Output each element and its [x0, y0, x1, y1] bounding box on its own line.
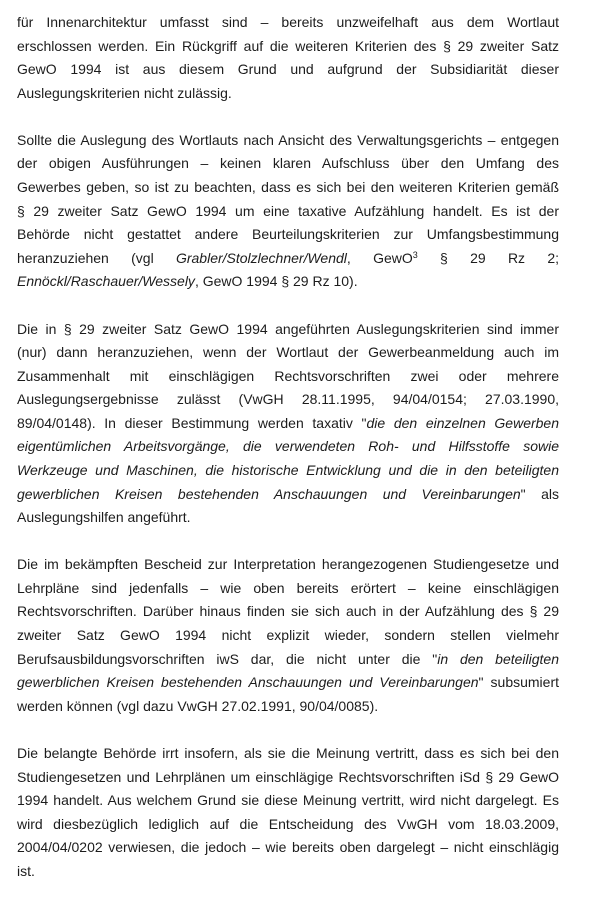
text-segment: Die im bekämpften Bescheid zur Interpretation herangezogenen Studiengesetze und [17, 556, 559, 573]
text-line [17, 247, 559, 271]
text-line [17, 600, 559, 624]
text-line [17, 766, 559, 790]
text-line [17, 695, 559, 719]
text-line [17, 318, 559, 342]
text-line [17, 412, 559, 436]
text-segment: 89/04/0148). In dieser Bestimmung werden taxativ " [17, 414, 367, 431]
italic-text: die den einzelnen Gewerben [366, 414, 560, 431]
text-segment: , GewO 1994 § 29 Rz 10). [194, 273, 358, 290]
text-segment: zweiter Satz GewO 1994 nicht explizit wieder, sondern stellen vielmehr [17, 627, 559, 644]
text-segment: heranzuziehen (vgl [17, 249, 176, 266]
text-line [17, 648, 559, 672]
italic-text: gewerblichen Kreisen bestehenden Anschauungen und Vereinbarungen [17, 674, 479, 691]
paragraph [17, 11, 559, 105]
text-line [17, 152, 559, 176]
text-line [17, 624, 559, 648]
text-line [17, 742, 559, 766]
superscript: 3 [412, 249, 418, 260]
text-segment: GewO 1994 ist aus diesem Grund und aufgrund der Subsidiarität dieser [17, 61, 559, 78]
text-line [17, 270, 559, 294]
text-segment: Rechtsvorschriften. Darüber hinaus finden sie sich auch in der Aufzählung des § 29 [17, 603, 559, 620]
italic-text: in den beteiligten [437, 650, 559, 667]
text-segment: werden können (vgl dazu VwGH 27.02.1991, 90/04/0085). [17, 697, 379, 714]
text-segment: (nur) dann heranzuziehen, wenn der Wortlaut der Gewerbeanmeldung auch im [17, 344, 559, 361]
text-line [17, 129, 559, 153]
text-segment: 2004/04/0202 verwiesen, die jedoch – wie bereits oben dargelegt – nicht einschlägig [17, 839, 559, 856]
text-line [17, 789, 559, 813]
text-segment: Lehrpläne sind jedenfalls – wie oben bereits erörtert – keine einschlägigen [17, 579, 559, 596]
text-segment: ist. [17, 862, 35, 879]
text-line [17, 35, 559, 59]
text-line [17, 553, 559, 577]
text-line [17, 82, 559, 106]
text-line [17, 459, 559, 483]
text-line [17, 813, 559, 837]
text-segment: Behörde nicht gestattet andere Beurteilungskriterien zur Umfangsbestimmung [17, 226, 559, 243]
text-line [17, 836, 559, 860]
text-line [17, 365, 559, 389]
text-line [17, 671, 559, 695]
text-segment: Studiengesetzen und Lehrplänen um einschlägige Rechtsvorschriften iSd § 29 GewO [17, 768, 559, 785]
text-segment: " subsumiert [478, 674, 559, 691]
text-line [17, 58, 559, 82]
italic-text: Ennöckl/Raschauer/Wessely [17, 273, 195, 290]
text-segment: Berufsausbildungsvorschriften iwS dar, die nicht unter die " [17, 650, 438, 667]
paragraph [17, 318, 559, 530]
text-segment: Auslegungshilfen angeführt. [17, 509, 191, 526]
paragraph [17, 742, 559, 883]
document-page [17, 11, 559, 907]
text-line [17, 483, 559, 507]
text-line [17, 577, 559, 601]
text-segment: Gewerbes geben, so ist zu beachten, dass es sich bei den weiteren Kriterien gemäß [17, 179, 559, 196]
text-segment: , GewO [346, 249, 413, 266]
text-line [17, 223, 559, 247]
text-segment: § 29 Rz 2; [417, 249, 560, 266]
italic-text: Werkzeuge und Maschinen, die historische Entwicklung und die in den beteiligten [17, 461, 559, 478]
text-segment: 1994 handelt. Aus welchem Grund sie diese Meinung vertritt, wird nicht dargelegt. Es [17, 792, 559, 809]
text-segment: der obigen Ausführungen – keinen klaren Aufschluss über den Umfang des [17, 155, 559, 172]
paragraph [17, 129, 559, 294]
text-segment: für Innenarchitektur umfasst sind – bereits unzweifelhaft aus dem Wortlaut [17, 14, 559, 30]
text-segment: Auslegungsergebnisse zulässt (VwGH 28.11.1995, 94/04/0154; 27.03.1990, [17, 391, 559, 408]
text-segment: Die in § 29 zweiter Satz GewO 1994 angeführten Auslegungskriterien sind immer [17, 320, 559, 337]
text-line [17, 388, 559, 412]
text-line [17, 200, 559, 224]
text-line [17, 860, 559, 884]
text-segment: Die belangte Behörde irrt insofern, als sie die Meinung vertritt, dass es sich bei den [17, 744, 559, 761]
italic-text: gewerblichen Kreisen bestehenden Anschauungen und Vereinbarungen [17, 485, 521, 502]
text-segment: Auslegungskriterien nicht zulässig. [17, 84, 232, 101]
text-segment: Sollte die Auslegung des Wortlauts nach Ansicht des Verwaltungsgerichts – entgegen [17, 131, 559, 148]
italic-text: Grabler/Stolzlechner/Wendl [175, 249, 347, 266]
paragraph [17, 553, 559, 718]
text-segment: Zusammenhalt mit einschlägigen Rechtsvorschriften zwei oder mehrere [17, 367, 559, 384]
italic-text: eigentümlichen Arbeitsvorgänge, die verwendeten Roh- und Hilfsstoffe sowie [17, 438, 559, 455]
text-line [17, 435, 559, 459]
text-line [17, 506, 559, 530]
text-line [17, 11, 559, 35]
text-segment: erschlossen werden. Ein Rückgriff auf die weiteren Kriterien des § 29 zweiter Satz [17, 37, 559, 54]
text-segment: wird diesbezüglich lediglich auf die Entscheidung des VwGH vom 18.03.2009, [17, 815, 559, 832]
text-line [17, 341, 559, 365]
text-segment: " als [520, 485, 559, 502]
text-segment: § 29 zweiter Satz GewO 1994 um eine taxative Aufzählung handelt. Es ist der [17, 202, 559, 219]
text-line [17, 176, 559, 200]
